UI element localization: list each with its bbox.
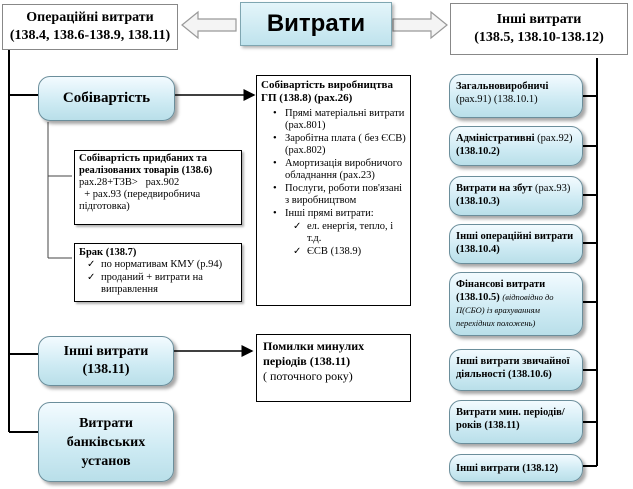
administrative-code: (138.10.2) (456, 146, 500, 157)
defect-item: ✓ проданий + витрати на виправлення (79, 272, 237, 296)
general-production-box (449, 74, 583, 118)
purchased-goods-title: Собівартість придбаних та реалізованих товарів (138.6) (79, 153, 213, 176)
general-production-code: (рах.91) (138.10.1) (456, 94, 538, 105)
left-arrow-icon (182, 12, 236, 38)
sales-costs-label: Витрати на збут (456, 183, 533, 194)
general-production-label: Загальновиробничі (456, 81, 549, 92)
other-costs-box (450, 3, 628, 55)
other-ordinary-label: Інші витрати звичайної діяльності (138.10.6) (456, 356, 570, 380)
defect-box (74, 243, 242, 302)
administrative-account: (рах.92) (534, 133, 573, 144)
cost-price-box (38, 76, 175, 121)
other-costs-left-line1: Інші витрати (63, 344, 149, 359)
production-title-account: (рах.26) (311, 92, 353, 104)
production-subitems-list (261, 221, 406, 258)
production-item: • Інші прямі витрати: (261, 208, 406, 220)
prior-periods-label: Витрати мин. періодів/років (138.11) (456, 407, 565, 431)
other-ordinary-box (449, 349, 583, 391)
production-item: • Послуги, роботи пов'язані з виробництвом (261, 183, 406, 207)
financial-costs-note: (відповідно до П(СБО) із врахуванням перехідних положень) (456, 292, 554, 328)
purchased-goods-line1: рах.28+ТЗВ> рах.902 (79, 177, 180, 188)
other-costs-left-box (38, 336, 174, 386)
production-item: • Заробітна плата ( без ЄСВ) (рах.802) (261, 133, 406, 157)
other-operating-box (449, 224, 583, 264)
bank-costs-box (38, 402, 174, 482)
other-costs-12-box (449, 454, 583, 482)
prior-errors-line1: Помилки минулих (263, 339, 365, 353)
right-arrow-icon (393, 12, 447, 38)
sales-costs-code: (138.10.3) (456, 196, 500, 207)
other-costs-left-line2: (138.11) (82, 362, 130, 377)
operating-costs-box (2, 4, 178, 50)
production-title-code: ГП (138.8) (261, 92, 312, 104)
prior-errors-line3: ( поточного року) (263, 369, 353, 383)
cost-price-label: Собівартість (62, 90, 151, 106)
production-subitem: ✓ ел. енергія, тепло, і т.д. (285, 221, 406, 245)
purchased-goods-box (74, 150, 242, 225)
production-item: • Прямі матеріальні витрати (рах.801) (261, 108, 406, 132)
production-subitem: ✓ ЄСВ (138.9) (285, 246, 406, 258)
defect-item: ✓ по нормативам КМУ (р.94) (79, 259, 237, 271)
prior-errors-box (256, 334, 411, 402)
purchased-goods-line2: + рах.93 (передвиробнича підготовка) (79, 189, 203, 212)
bank-costs-line1: Витрати (79, 415, 133, 431)
production-cost-title (261, 79, 406, 105)
defect-items-list (79, 259, 237, 296)
sales-costs-box (449, 176, 583, 216)
main-title-box (240, 2, 392, 46)
other-operating-label: Інші операційні витрати (456, 231, 574, 242)
prior-errors-line2: періодів (138.11) (263, 354, 351, 368)
production-items-list (261, 108, 406, 220)
prior-periods-box (449, 400, 583, 444)
administrative-label: Адміністративні (456, 133, 535, 144)
production-cost-box (256, 75, 411, 306)
defect-title: Брак (138.7) (79, 247, 137, 258)
financial-costs-box (449, 272, 583, 336)
operating-costs-line2: (138.4, 138.6-138.9, 138.11) (9, 28, 171, 43)
other-costs-12-label: Інші витрати (138.12) (456, 463, 559, 474)
main-title: Витрати (266, 10, 366, 37)
other-operating-code: (138.10.4) (456, 244, 500, 255)
administrative-box (449, 126, 583, 166)
bank-costs-line3: установ (81, 453, 131, 469)
production-item: • Амортизація виробничого обладнання (рах.23) (261, 158, 406, 182)
operating-costs-line1: Операційні витрати (26, 10, 154, 25)
other-costs-line2: (138.5, 138.10-138.12) (474, 30, 604, 45)
bank-costs-line2: банківських (66, 434, 146, 450)
other-costs-line1: Інші витрати (496, 12, 582, 27)
financial-costs-label: Фінансові витрати (138.10.5) (456, 279, 546, 303)
sales-costs-account: (рах.93) (532, 183, 571, 194)
production-title-line1: Собівартість виробництва (261, 79, 393, 91)
